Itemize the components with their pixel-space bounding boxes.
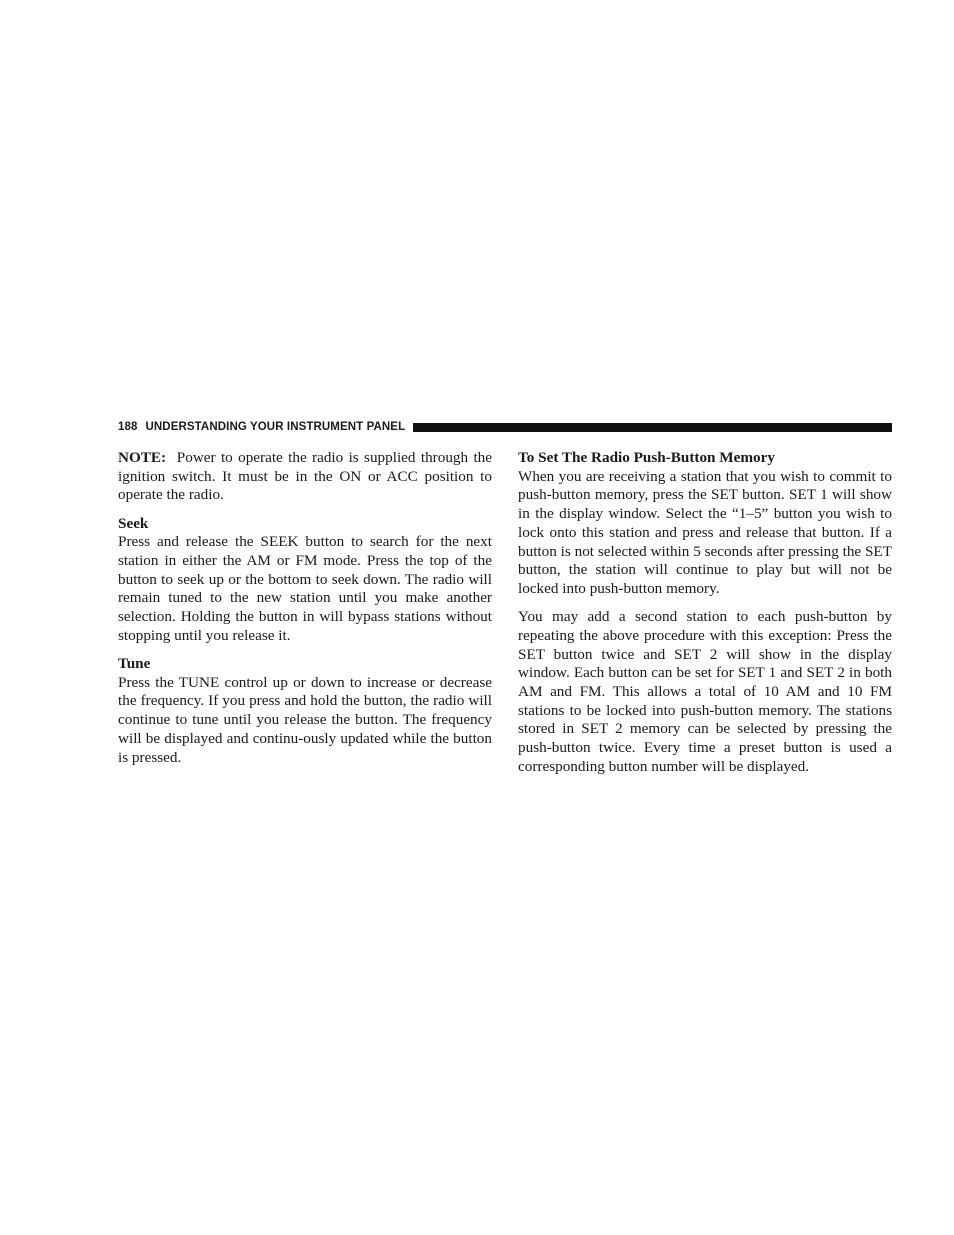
right-column	[518, 449, 892, 776]
seek-text: Press and release the SEEK button to search for the next station in either the AM or FM mode. Press the top of the button to seek up or the bottom to seek down. The radio will remain tuned to the new station until you make another selection. Holding the button in will bypass stations without stopping until you release it.	[118, 533, 492, 644]
note-text: Power to operate the radio is supplied through the ignition switch. It must be in the ON or ACC position to operate the radio.	[118, 449, 492, 504]
section-title: UNDERSTANDING YOUR INSTRUMENT PANEL	[145, 421, 406, 433]
note-paragraph	[118, 449, 492, 505]
page-header	[118, 420, 892, 434]
header-text	[118, 420, 405, 434]
seek-heading: Seek	[118, 514, 149, 532]
tune-heading: Tune	[118, 655, 151, 673]
note-label: NOTE:	[118, 449, 167, 466]
header-rule	[413, 423, 892, 432]
memory-paragraph-2: You may add a second station to each push-button by repeating the above procedure with this exception: Press the SET button twice and SET 2 will show in the display window. Each button can be set for SET 1 and SET 2 in both AM and FM. This allows a total of 10 AM and 10 FM stations to be locked into push-button memory. The stations stored in SET 2 memory can be selected by pressing the push-button twice. Every time a preset button is used a corresponding button number will be displayed.	[518, 608, 892, 775]
memory-paragraph-1: When you are receiving a station that you wish to commit to push-button memory, press the SET button. SET 1 will show in the display window. Select the “1–5” button you wish to lock onto this station and press and release that button. If a button is not selected within 5 seconds after pressing the SET button, the station will continue to play but will not be locked into push-button memory.	[518, 467, 892, 597]
left-column	[118, 449, 492, 767]
memory-heading: To Set The Radio Push-Button Memory	[518, 449, 775, 466]
page-number: 188	[118, 421, 138, 433]
tune-text: Press the TUNE control up or down to increase or decrease the frequency. If you press and hold the button, the radio will continue to tune until you release the button. The frequency will be displayed and continu-ously updated while the button is pressed.	[118, 673, 492, 766]
